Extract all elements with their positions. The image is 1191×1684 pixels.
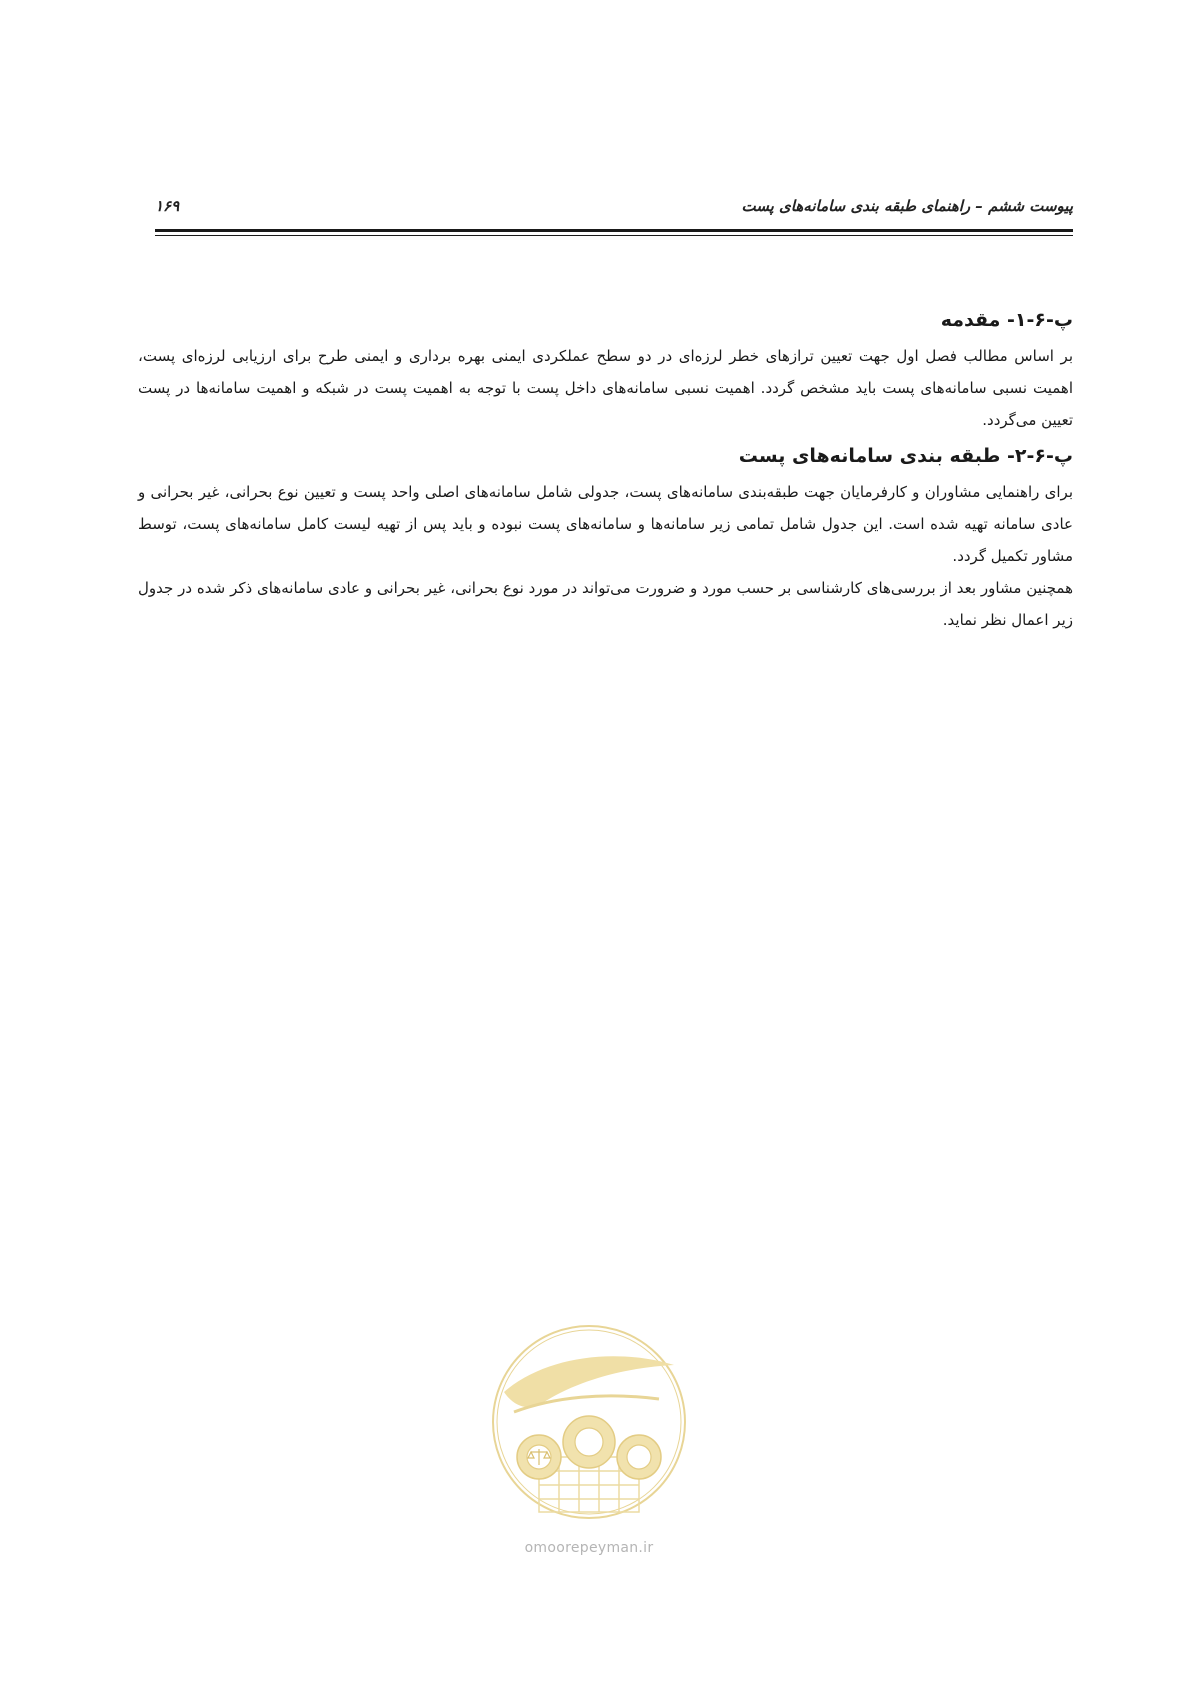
page-header: [155, 197, 1073, 227]
header-rule-thick: [155, 229, 1073, 232]
paragraph-introduction: بر اساس مطالب فصل اول جهت تعیین ترازهای خطر لرزه‌ای در دو سطح عملکردی ایمنی بهره برداری و ایمنی طرح برای ارزیابی لرزه‌ای پست، اهمیت نسبی سامانه‌های پست باید مشخص گردد. اهمیت نسبی سامانه‌های داخل پست با توجه به اهمیت پست در شبکه و اهمیت سامانه‌ها در پست تعیین می‌گردد.: [138, 347, 1073, 429]
page-content: [138, 300, 1073, 636]
header-rule-thin: [155, 235, 1073, 236]
paragraph-classification-2: همچنین مشاور بعد از بررسی‌های کارشناسی بر حسب مورد و ضرورت می‌تواند در مورد نوع بحرانی، غیر بحرانی و عادی سامانه‌های ذکر شده در جدول زیر اعمال نظر نماید.: [138, 579, 1073, 629]
paragraph-classification-1: برای راهنمایی مشاوران و کارفرمایان جهت طبقه‌بندی سامانه‌های پست، جدولی شامل سامانه‌های اصلی واحد پست و تعیین نوع بحرانی، غیر بحرانی و عادی سامانه تهیه شده است. این جدول شامل تمامی زیر سامانه‌ها و سامانه‌های پست نبوده و باید پس از تهیه لیست کامل سامانه‌های پست، توسط مشاور تکمیل گردد.: [138, 483, 1073, 565]
section-heading-classification: پ-۶-۲- طبقه بندی سامانه‌های پست: [738, 445, 1073, 467]
watermark-logo: [484, 1317, 694, 1547]
running-header-title: پیوست ششم – راهنمای طبقه بندی سامانه‌های پست: [741, 197, 1073, 215]
watermark-url: omoorepeyman.ir: [524, 1540, 654, 1556]
section-heading-introduction: پ-۶-۱- مقدمه: [940, 309, 1073, 331]
watermark-seal-icon: [484, 1317, 694, 1537]
page-number: ۱۶۹: [155, 197, 180, 215]
